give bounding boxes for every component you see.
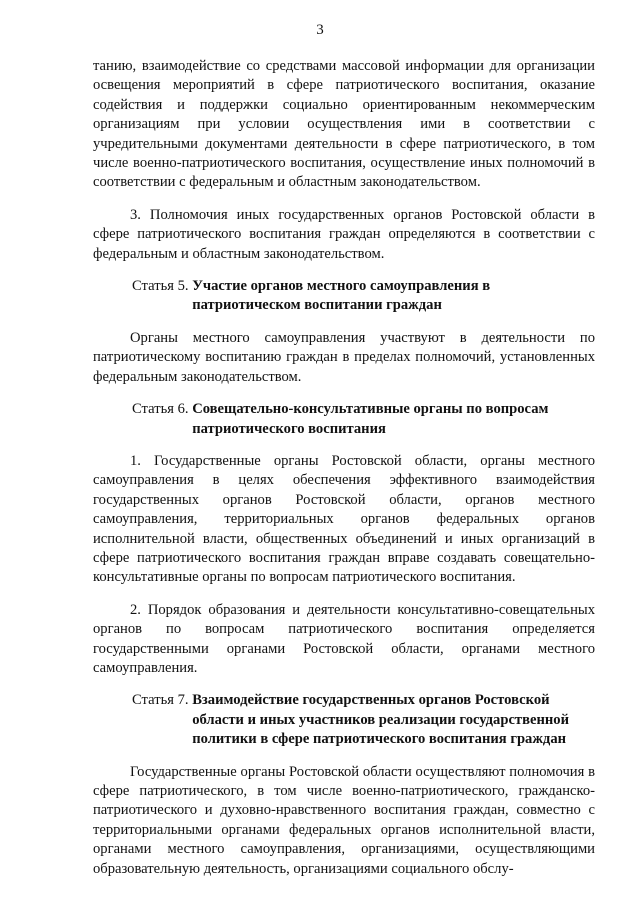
document-body [93,57,595,879]
paragraph-article6-item1: 1. Государственные органы Ростовской области, органы местного самоуправления в целях обеспечения эффективного взаимодействия государственных органов Ростовской области, органов местного самоуправления, территориальных органов федеральных органов исполнительной власти, общественных объединений и иных организаций в сфере патриотического воспитания граждан вправе создавать совещательно-консультативные органы по вопросам патриотического воспитания. [93,452,595,586]
article-5-title-line: Участие органов местного самоуправления в [192,278,491,295]
article-6-heading [93,400,595,439]
article-5-heading [93,277,595,316]
article-6-number: Статья 6. [132,401,193,418]
article-7-title [192,691,569,749]
paragraph-article7: Государственные органы Ростовской области осуществляют полномочия в сфере патриотического, в том числе военно-патриотического, гражданско-патриотического и духовно-нравственного воспитания граждан, совместно с территориальными органами федеральных органов исполнительной власти, органами местного самоуправления, организациями, осуществляющими образовательную деятельность, организациями социального обслу- [93,763,595,877]
page-number: 3 [316,22,324,38]
paragraph-continuation: танию, взаимодействие со средствами массовой информации для организации освещения мероприятий в сфере патриотического воспитания, оказание содействия и поддержки социально ориентированным некоммерческим организациям при условии осуществления ими в соответствии с учредительными документами деятельности в сфере патриотического, в том числе военно-патриотического воспитания, осуществление иных полномочий в соответствии с федеральным и областным законодательством. [93,58,595,191]
article-6-title [192,400,548,439]
article-5-number: Статья 5. [132,278,193,295]
article-7-title-line: политики в сфере патриотического воспитания граждан [192,731,567,748]
paragraph-article5: Органы местного самоуправления участвуют в деятельности по патриотическому воспитанию граждан в пределах полномочий, установленных федеральным законодательством. [93,329,595,385]
article-7-title-line: области и иных участников реализации государственной [192,711,569,728]
article-7-number: Статья 7. [132,692,193,709]
paragraph-article4-item3: 3. Полномочия иных государственных органов Ростовской области в сфере патриотического воспитания граждан определяются в соответствии с федеральным и областным законодательством. [93,206,595,262]
paragraph-article6-item2: 2. Порядок образования и деятельности консультативно-совещательных органов по вопросам патриотического воспитания определяется государственными органами Ростовской области, органами местного самоуправления. [93,601,595,676]
article-6-title-line: Совещательно-консультативные органы по вопросам [192,401,549,418]
article-7-heading [93,691,595,749]
article-5-title-line: патриотическом воспитании граждан [192,297,442,314]
article-6-title-line: патриотического воспитания [192,420,386,437]
article-7-title-line: Взаимодействие государственных органов Ростовской [192,692,550,709]
article-5-title [192,277,490,316]
